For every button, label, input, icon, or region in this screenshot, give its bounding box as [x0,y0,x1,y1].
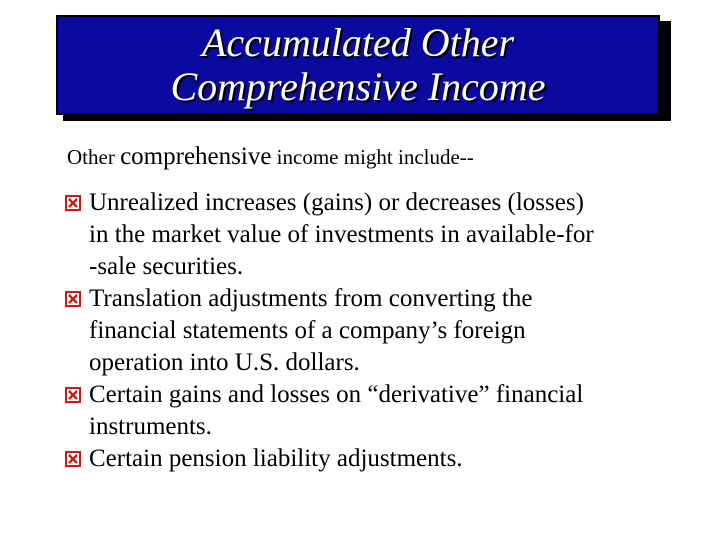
title-box [56,15,660,115]
checkbox-x-icon [65,451,81,467]
bullet-item-derivative [65,379,705,443]
bullet-item-unrealized [65,187,705,283]
intro-part-1: Other [67,145,121,169]
intro-part-3: income might include-- [271,145,474,169]
bullet-text-line: Unrealized increases (gains) or decreases (losses) [89,189,584,216]
checkbox-x-icon [65,195,81,211]
bullet-item-translation [65,283,705,379]
bullet-text-line: operation into U.S. dollars. [89,349,360,376]
bullet-text-line: Certain pension liability adjustments. [89,445,463,472]
bullet-text-line: Translation adjustments from converting the [89,285,533,312]
bullet-item-pension [65,443,705,475]
bullet-text-line: -sale securities. [89,253,244,280]
checkbox-x-icon [65,387,81,403]
bullet-text-line: in the market value of investments in available-for [89,221,594,248]
intro-text [67,143,474,171]
bullet-list [65,187,705,475]
bullet-text-line: Certain gains and losses on “derivative” financial [89,381,584,408]
checkbox-x-icon [65,291,81,307]
title-line-2: Comprehensive Income [170,64,546,109]
bullet-text-line: financial statements of a company’s foreign [89,317,526,344]
intro-part-2: comprehensive [120,143,272,170]
bullet-text-line: instruments. [89,413,212,440]
title-line-1: Accumulated Other [201,20,515,65]
